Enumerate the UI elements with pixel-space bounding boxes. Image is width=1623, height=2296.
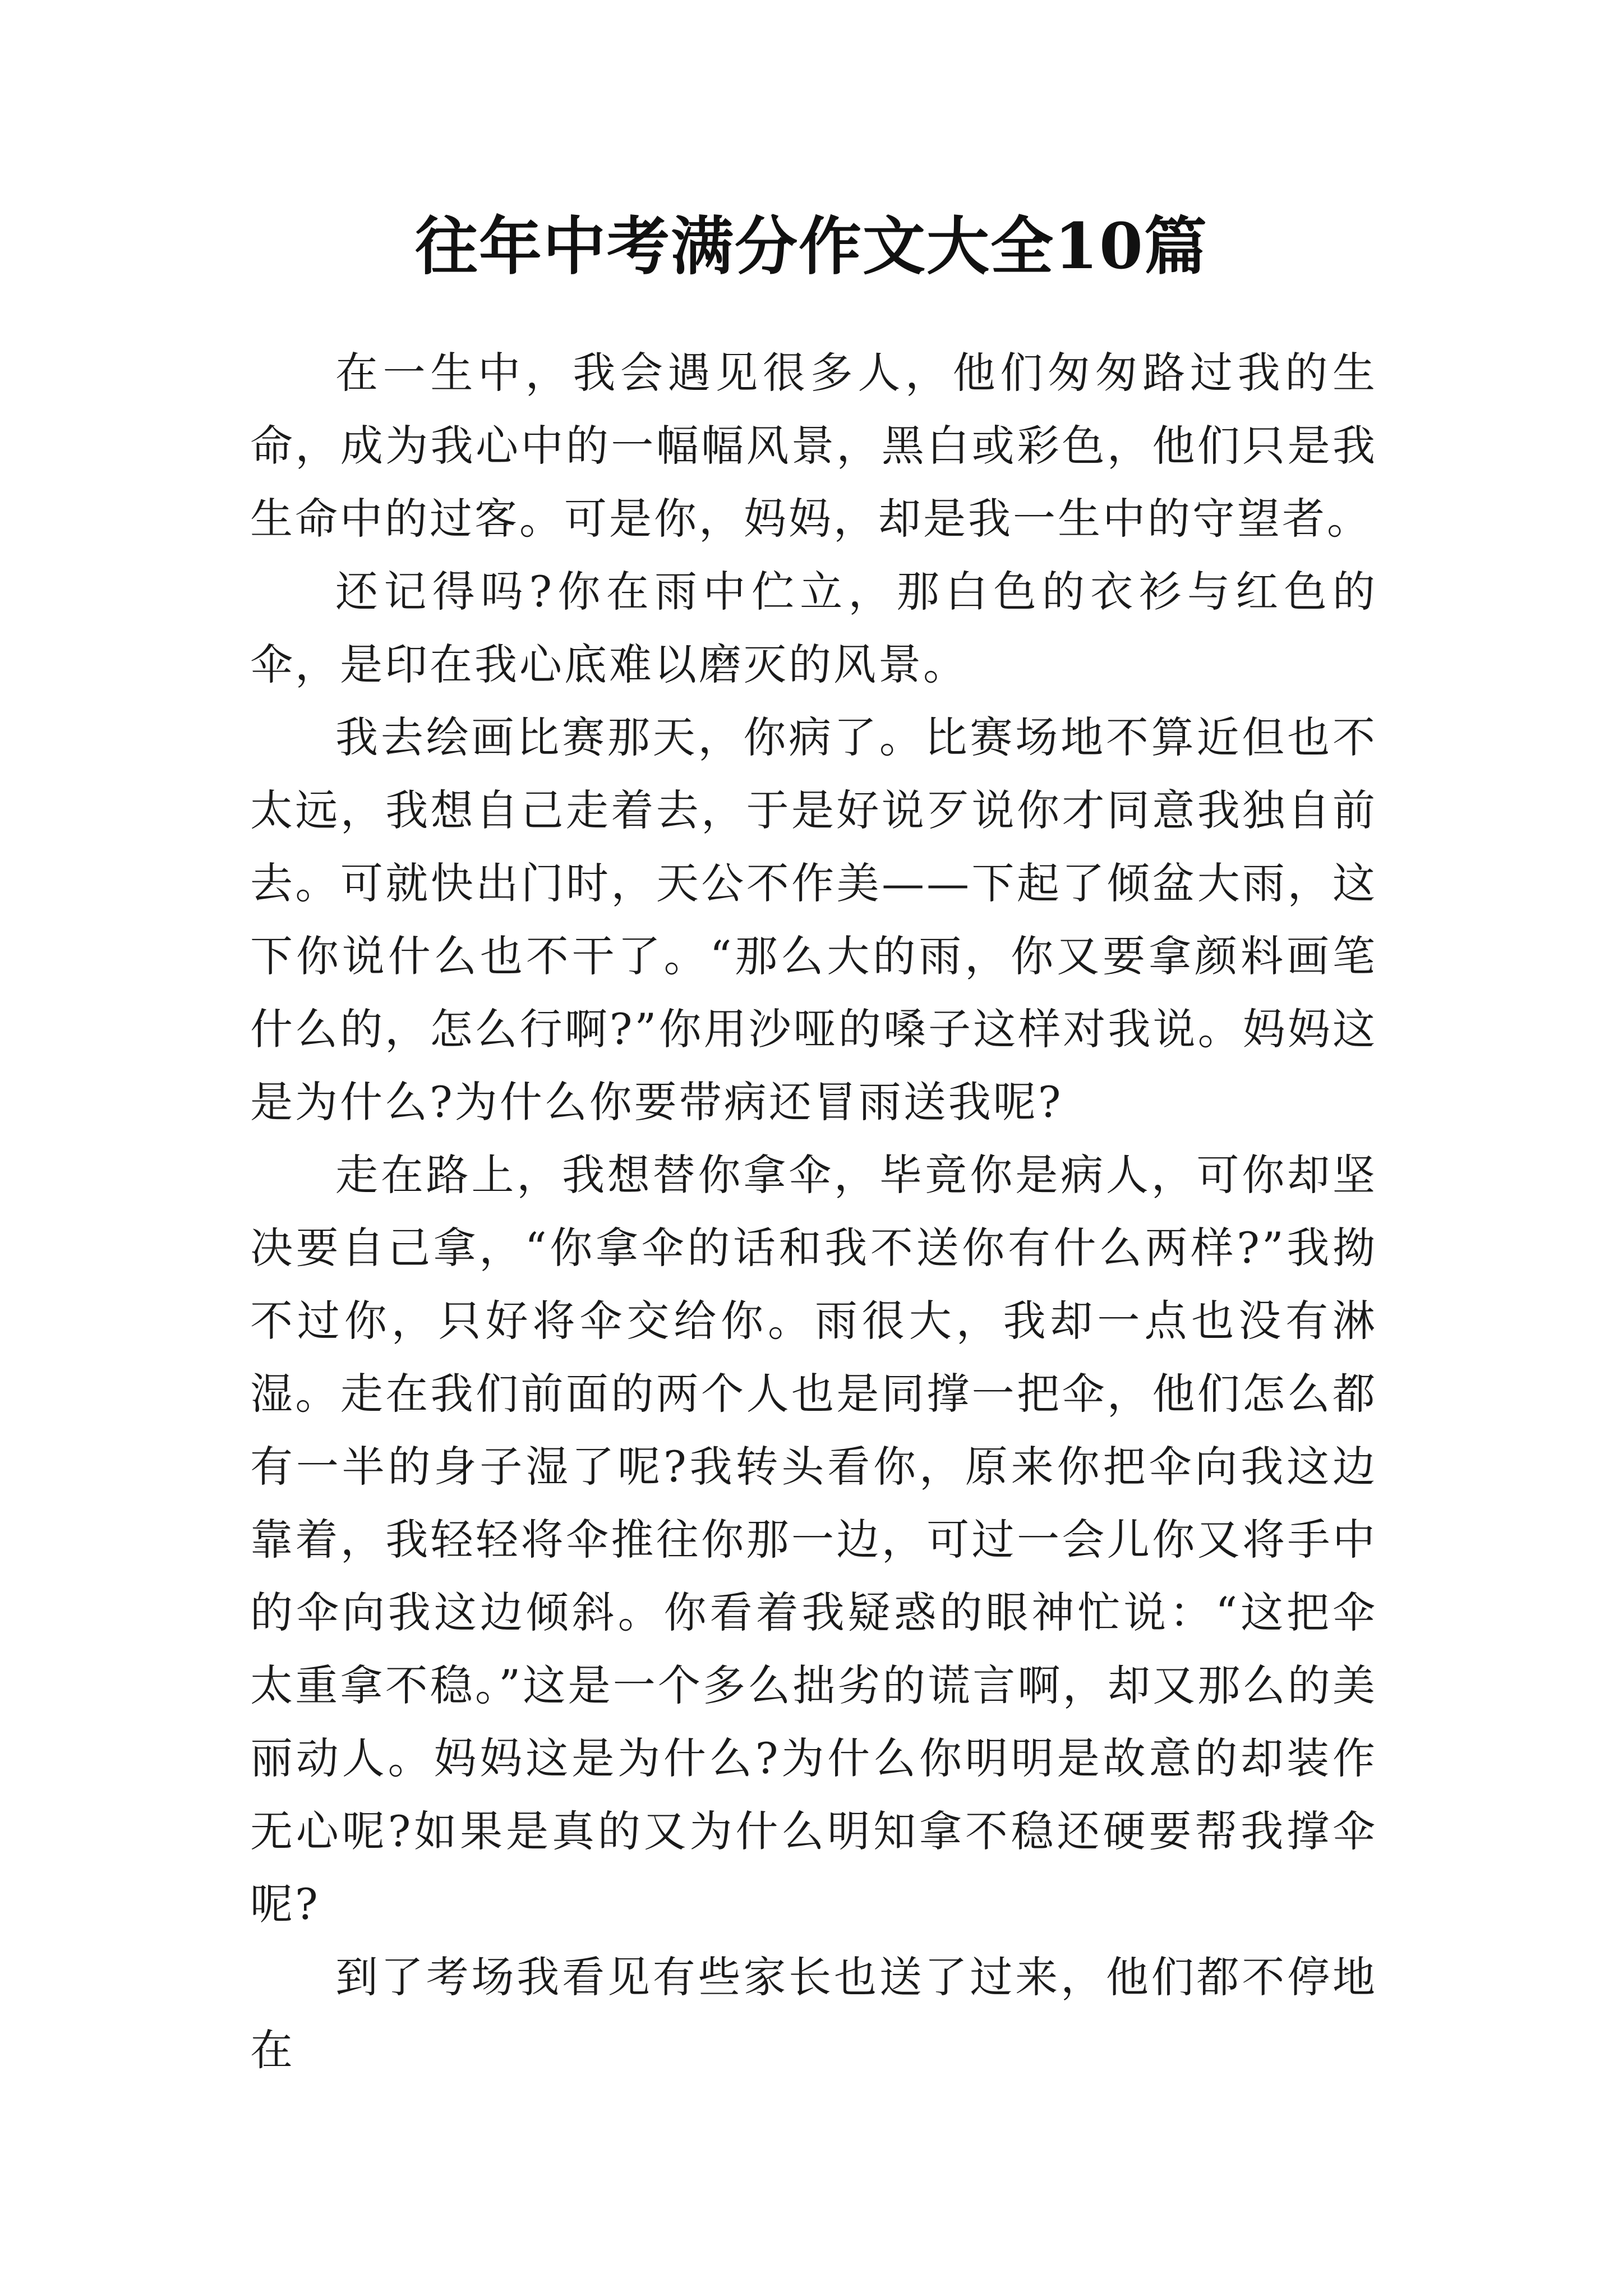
paragraph: 还记得吗?你在雨中伫立，那白色的衣衫与红色的伞，是印在我心底难以磨灭的风景。 xyxy=(250,567,1377,689)
paragraph: 到了考场我看见有些家长也送了过来，他们都不停地在 xyxy=(250,1952,1377,2075)
document-body xyxy=(250,337,1377,2087)
paragraph: 走在路上，我想替你拿伞，毕竟你是病人，可你却坚决要自己拿，“你拿伞的话和我不送你有什么两样?”我拗不过你，只好将伞交给你。雨很大，我却一点也没有淋湿。走在我们前面的两个人也是同撑一把伞，他们怎么都有一半的身子湿了呢?我转头看你，原来你把伞向我这边靠着，我轻轻将伞推往你那一边，可过一会儿你又将手中的伞向我这边倾斜。你看着我疑惑的眼神忙说：“这把伞太重拿不稳。”这是一个多么拙劣的谎言啊，却又那么的美丽动人。妈妈这是为什么?为什么你明明是故意的却装作无心呢?如果是真的又为什么明知拿不稳还硬要帮我撑伞呢? xyxy=(250,1150,1377,1929)
paragraph: 在一生中，我会遇见很多人，他们匆匆路过我的生命，成为我心中的一幅幅风景，黑白或彩色，他们只是我生命中的过客。可是你，妈妈，却是我一生中的守望者。 xyxy=(250,348,1377,544)
document-title: 往年中考满分作文大全10篇 xyxy=(415,210,1208,283)
paragraph: 我去绘画比赛那天，你病了。比赛场地不算近但也不太远，我想自己走着去，于是好说歹说你才同意我独自前去。可就快出门时，天公不作美——下起了倾盆大雨，这下你说什么也不干了。“那么大的雨，你又要拿颜料画笔什么的，怎么行啊?”你用沙哑的嗓子这样对我说。妈妈这是为什么?为什么你要带病还冒雨送我呢? xyxy=(250,712,1377,1127)
